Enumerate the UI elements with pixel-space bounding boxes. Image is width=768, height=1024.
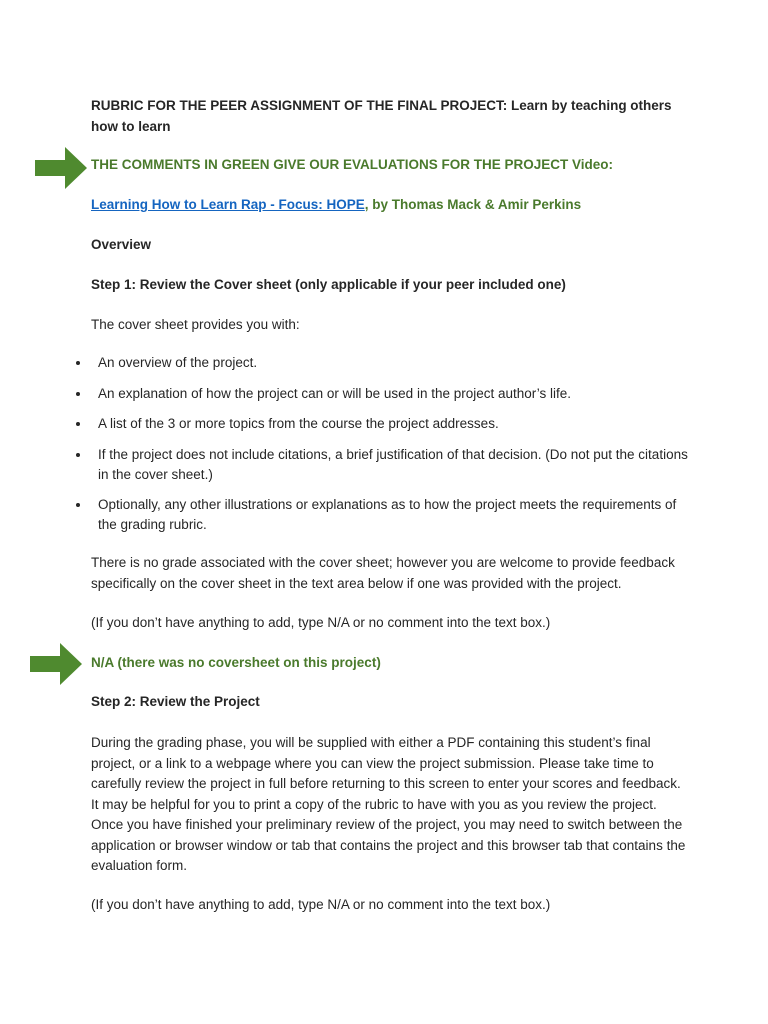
step2-heading: Step 2: Review the Project (91, 694, 260, 709)
no-grade-text: There is no grade associated with the cover sheet; however you are welcome to provide feedback specifically on the cover sheet in the text area below if one was provided with the project. (91, 555, 675, 591)
step1-evaluation: N/A (there was no coversheet on this project) (91, 655, 381, 670)
list-item: An explanation of how the project can or will be used in the project author’s life. (91, 384, 691, 405)
bullet-icon (76, 361, 80, 365)
step2-na-row (91, 895, 691, 916)
step2-body: During the grading phase, you will be supplied with either a PDF containing this student’s final project, or a link to a webpage where you can view the project submission. Please take time to carefully review the project in full before returning to this screen to enter your scores and feedback. It may be helpful for you to print a copy of the rubric to have with you as you review the project. Once you have finished your preliminary review of the project, you may need to switch between the application or browser window or tab that contains the project and this browser tab that contains the evaluation form. (91, 735, 686, 873)
video-link[interactable]: Learning How to Learn Rap - Focus: HOPE (91, 197, 365, 212)
right-arrow-icon (35, 147, 87, 189)
bullet-icon (76, 422, 80, 426)
step2-na-note: (If you don’t have anything to add, type N/A or no comment into the text box.) (91, 897, 551, 912)
document-title (91, 95, 681, 137)
cover-sheet-list (91, 353, 691, 536)
list-item: An overview of the project. (91, 353, 691, 374)
step1-heading-row (91, 275, 691, 296)
step1-intro-row (91, 315, 691, 336)
overview-heading: Overview (91, 237, 152, 252)
step2-heading-row (91, 692, 691, 713)
list-item: A list of the 3 or more topics from the course the project addresses. (91, 414, 691, 435)
step1-evaluation-row (91, 653, 691, 674)
title-prefix: RUBRIC FOR THE PEER ASSIGNMENT OF THE FINAL PROJECT: (91, 98, 512, 113)
video-byline: , by Thomas Mack & Amir Perkins (364, 197, 582, 212)
green-header-row (91, 155, 691, 176)
overview-heading-row (91, 235, 691, 256)
right-arrow-icon (30, 643, 82, 685)
bullet-icon (76, 503, 80, 507)
step1-na-row (91, 613, 691, 634)
no-grade-row (91, 553, 691, 594)
step1-intro: The cover sheet provides you with: (91, 317, 300, 332)
document-page (91, 95, 691, 912)
step2-body-row (91, 733, 691, 877)
evaluation-header: THE COMMENTS IN GREEN GIVE OUR EVALUATIONS FOR THE PROJECT Video: (91, 157, 614, 172)
title-suffix: Learn by teaching others how to learn (91, 98, 672, 134)
list-item: Optionally, any other illustrations or explanations as to how the project meets the requirements of the grading rubric. (91, 495, 691, 536)
step1-na-note: (If you don’t have anything to add, type N/A or no comment into the text box.) (91, 615, 551, 630)
bullet-icon (76, 392, 80, 396)
step1-heading: Step 1: Review the Cover sheet (only applicable if your peer included one) (91, 277, 566, 292)
list-item: If the project does not include citations, a brief justification of that decision. (Do not put the citations in the cover sheet.) (91, 445, 691, 486)
bullet-icon (76, 453, 80, 457)
video-line (91, 195, 691, 216)
